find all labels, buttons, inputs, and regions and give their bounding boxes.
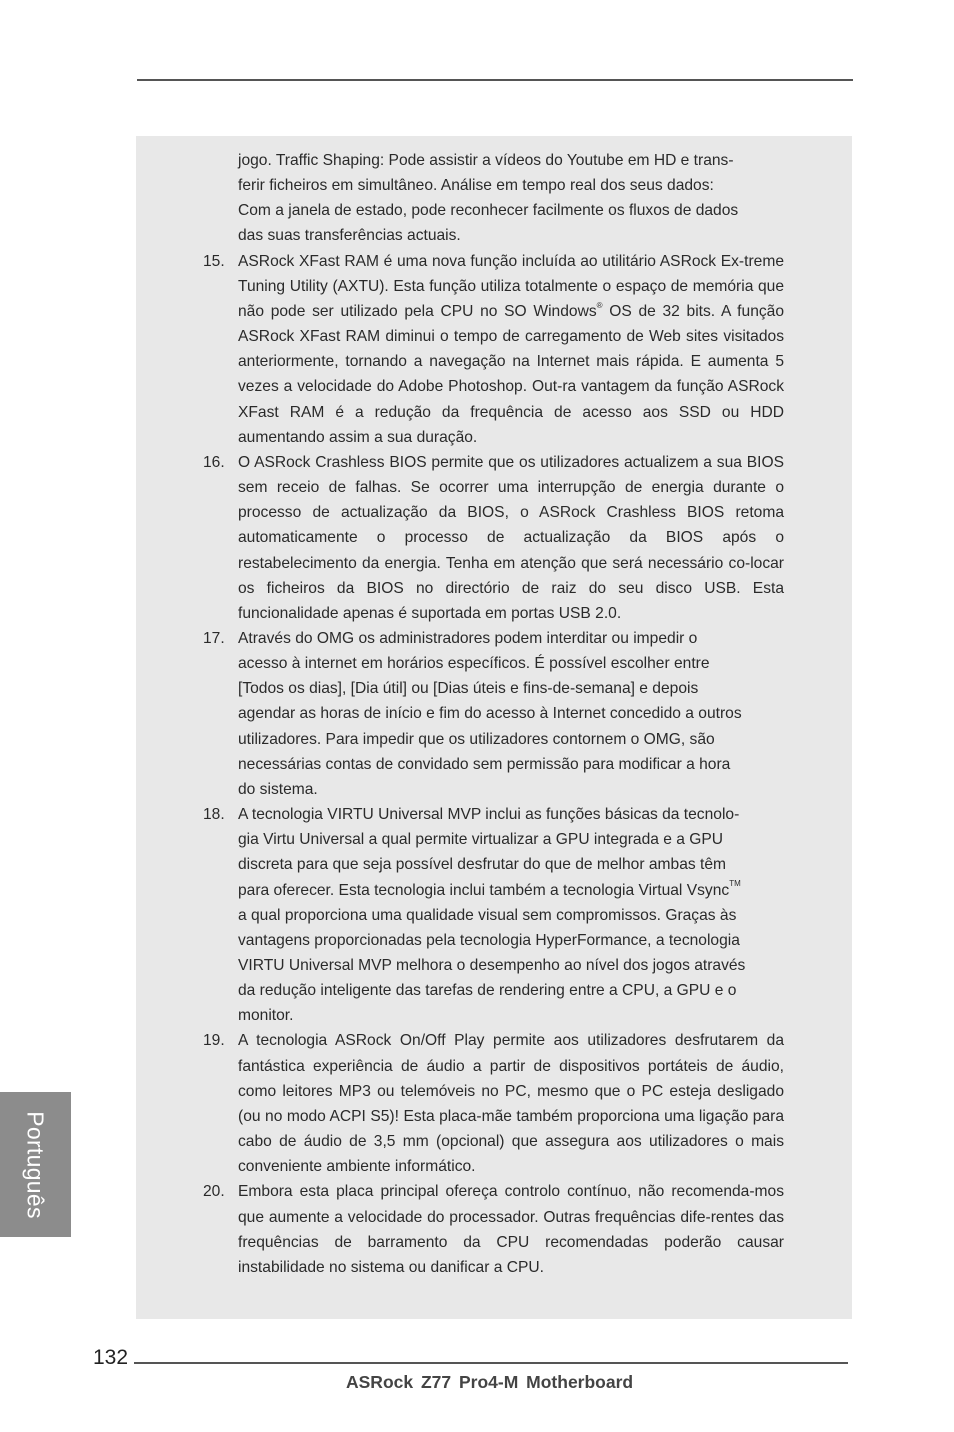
language-label: Português — [22, 1111, 49, 1219]
text-line: vantagens proporcionadas pela tecnologia HyperFormance, a tecnologia — [238, 931, 740, 949]
text-line-part: para oferecer. Esta tecnologia inclui também a tecnologia Virtual Vsync — [238, 881, 730, 899]
text-line: necessárias contas de convidado sem permissão para modificar a hora — [238, 755, 731, 773]
list-item-19 — [201, 1028, 784, 1179]
item-number: 17. — [203, 629, 225, 647]
text-line: ferir ficheiros em simultâneo. Análise em tempo real dos seus dados: — [238, 177, 714, 195]
list-item-20 — [201, 1179, 784, 1280]
item-text-part: ASRock XFast RAM é uma nova função incluída ao utilitário ASRock Ex-treme Tuning Utility (AXTU). Esta função utiliza totalmente o espaço de memória que não pode ser utilizado pela CPU no SO Windows — [238, 252, 784, 320]
text-line: [Todos os dias], [Dia útil] ou [Dias úteis e fins-de-semana] e depois — [238, 680, 699, 698]
product-name: ASRock Z77 Pro4-M Motherboard — [346, 1372, 634, 1392]
item-text: Embora esta placa principal ofereça controlo contínuo, não recomenda-mos que aumente a velocidade do processador. Outras frequências dife-rentes das frequências de barramento da CPU recomendadas poderão causar instabilidade no sistema ou danificar a CPU. — [238, 1183, 784, 1276]
text-line: da redução inteligente das tarefas de rendering entre a CPU, a GPU e o — [238, 982, 737, 1000]
list-item-15 — [201, 249, 784, 450]
item-text: A tecnologia ASRock On/Off Play permite aos utilizadores desfrutarem da fantástica experiência de áudio a partir de dispositivos portáteis de áudio, como leitores MP3 ou telemóveis no PC, mesmo que o PC esteja desligado (ou no modo ACPI S5)! Esta placa-mãe também proporciona uma ligação para cabo de áudio de 3,5 mm (opcional) que assegura aos utilizadores o mais conveniente ambiente informático. — [238, 1032, 784, 1176]
text-line: gia Virtu Universal a qual permite virtualizar a GPU integrada e a GPU — [238, 831, 724, 849]
trademark-mark: TM — [729, 879, 741, 889]
text-line: Com a janela de estado, pode reconhecer facilmente os fluxos de dados — [238, 202, 739, 220]
page-number: 132 — [93, 1346, 129, 1369]
text-line: jogo. Traffic Shaping: Pode assistir a vídeos do Youtube em HD e trans- — [238, 152, 734, 169]
text-line — [238, 878, 784, 903]
item-text-part: OS de 32 bits. A função ASRock XFast RAM diminui o tempo de carregamento de Web sites visitados anteriormente, tornando a navegação na Internet mais rápida. E aumenta 5 vezes a velocidade do Adobe Photoshop. Out-ra vantagem da função ASRock XFast RAM é a redução da frequência de acesso aos SSD ou HDD aumentando assim a sua duração. — [238, 302, 785, 446]
feature-list — [201, 148, 784, 1280]
text-line: discreta para que seja possível desfrutar do que de melhor ambas têm — [238, 856, 727, 874]
item-number: 20. — [203, 1183, 225, 1201]
item-number: 19. — [203, 1032, 225, 1050]
registered-mark: ® — [596, 300, 603, 310]
list-item-17 — [201, 626, 784, 802]
text-line: Através do OMG os administradores podem interditar ou impedir o — [238, 629, 698, 647]
language-tab — [0, 1092, 71, 1237]
text-line: monitor. — [238, 1007, 294, 1025]
text-line: utilizadores. Para impedir que os utilizadores contornem o OMG, são — [238, 730, 715, 748]
item-number: 15. — [203, 252, 225, 270]
item-text: O ASRock Crashless BIOS permite que os utilizadores actualizem a sua BIOS sem receio de falhas. Se ocorrer uma interrupção de energia durante o processo de actualização da BIOS, o ASRock Crashless BIOS retoma automaticamente o processo de actualização da BIOS após o restabelecimento da energia. Tenha em atenção que será necessário co-locar os ficheiros da BIOS no directório de raiz do seu disco USB. Esta funcionalidade apenas é suportada em portas USB 2.0. — [238, 453, 784, 622]
item-number: 16. — [203, 453, 225, 471]
item-text — [238, 249, 784, 450]
text-line: a qual proporciona uma qualidade visual sem compromissos. Graças às — [238, 906, 737, 924]
continuation-paragraph — [201, 148, 784, 249]
item-number: 18. — [203, 806, 225, 824]
footer-rule — [134, 1362, 848, 1364]
text-line: das suas transferências actuais. — [238, 227, 461, 245]
text-line: A tecnologia VIRTU Universal MVP inclui as funções básicas da tecnolo- — [238, 806, 740, 824]
header-rule — [137, 79, 853, 81]
list-item-18 — [201, 802, 784, 1028]
text-line: VIRTU Universal MVP melhora o desempenho ao nível dos jogos através — [238, 957, 746, 974]
text-line: acesso à internet em horários específicos. É possível escolher entre — [238, 655, 710, 673]
text-line: do sistema. — [238, 780, 318, 798]
text-line: agendar as horas de início e fim do acesso à Internet concedido a outros — [238, 705, 742, 723]
list-item-16 — [201, 450, 784, 626]
